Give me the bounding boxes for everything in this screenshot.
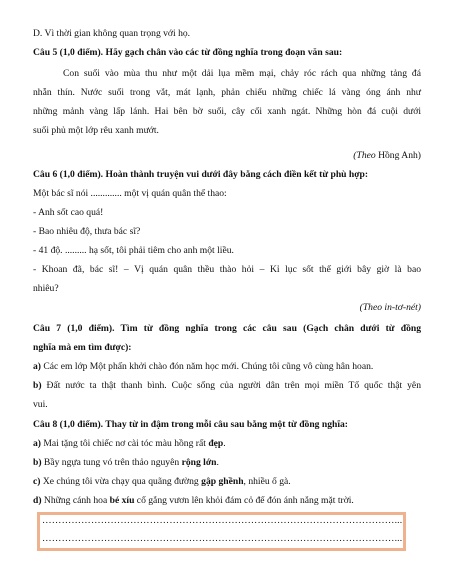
q5-paragraph-line-4: suối phủ một lớp rêu xanh mướt.: [33, 125, 159, 136]
q7-item-b: b) Đất nước ta thật thanh bình. Cuộc sống của người dân trên mọi miền Tổ quốc thật yên: [33, 380, 421, 391]
q5-paragraph-line-2: nhẵn thín. Nước suối trong vắt, mát lạnh, phản chiếu những chiếc lá vàng óng ánh như: [33, 87, 421, 98]
question-6-title: Câu 6 (1,0 điểm). Hoàn thành truyện vui dưới đây bằng cách điền kết từ phù hợp:: [33, 169, 369, 180]
question-7-title-line-1: Câu 7 (1,0 điểm). Tìm từ đồng nghĩa trong các câu sau (Gạch chân dưới từ đồng: [33, 323, 421, 334]
q5-paragraph-line-3: những mảnh vàng lấp lánh. Hai bên bờ suối, cây cối xanh ngát. Những hòn đá cuội dưới: [33, 106, 421, 117]
q6-line-5: - Khoan đã, bác sĩ! – Vị quán quân thều thào hỏi – Kỉ lục sốt thế giới bây giờ là bao: [33, 264, 421, 275]
q7-item-a: a) Các em lớp Một phấn khởi chào đón năm học mới. Chúng tôi cũng vô cùng hân hoan.: [33, 361, 374, 372]
q6-line-6: nhiêu?: [33, 283, 59, 294]
q8-item-c: c) Xe chúng tôi vừa chạy qua quãng đường gập ghềnh, nhiều ổ gà.: [33, 476, 291, 487]
q8-item-b: b) Bầy ngựa tung vó trên thảo nguyên rộng lớn.: [33, 457, 219, 468]
q5-source: (Theo Hồng Anh): [353, 150, 421, 161]
q5-paragraph-line-1: Con suối vào mùa thu như một dải lụa mềm mại, chảy róc rách qua những tảng đá: [63, 68, 421, 79]
q6-source: (Theo in-tơ-nét): [359, 302, 421, 313]
answer-line-2[interactable]: ………………………………………………………………………………………………...: [42, 533, 403, 544]
q6-line-2: - Anh sốt cao quá!: [33, 207, 104, 218]
q8-item-d: d) Những cánh hoa bé xíu cố gắng vươn lên khỏi đám cỏ để đón ánh nắng mặt trời.: [33, 495, 354, 506]
q8-item-a: a) Mai tặng tôi chiếc nơ cài tóc màu hồng rất đẹp.: [33, 438, 226, 449]
question-7-title-line-2: nghĩa mà em tìm được):: [33, 342, 132, 353]
question-5-title: Câu 5 (1,0 điểm). Hãy gạch chân vào các từ đồng nghĩa trong đoạn văn sau:: [33, 47, 343, 58]
question-8-title: Câu 8 (1,0 điểm). Thay từ in đậm trong mỗi câu sau bằng một từ đồng nghĩa:: [33, 419, 349, 430]
answer-option-d: D. Vì thời gian không quan trọng với họ.: [33, 28, 191, 39]
answer-line-1[interactable]: ………………………………………………………………………………………………...: [42, 515, 403, 526]
q6-line-3: - Bao nhiêu độ, thưa bác sĩ?: [33, 226, 141, 237]
q6-line-1: Một bác sĩ nói ............. một vị quán quân thể thao:: [33, 188, 227, 199]
q6-line-4: - 41 độ. ......... hạ sốt, tôi phải tiêm cho anh một liều.: [33, 245, 234, 256]
q7-item-b-cont: vui.: [33, 399, 48, 410]
